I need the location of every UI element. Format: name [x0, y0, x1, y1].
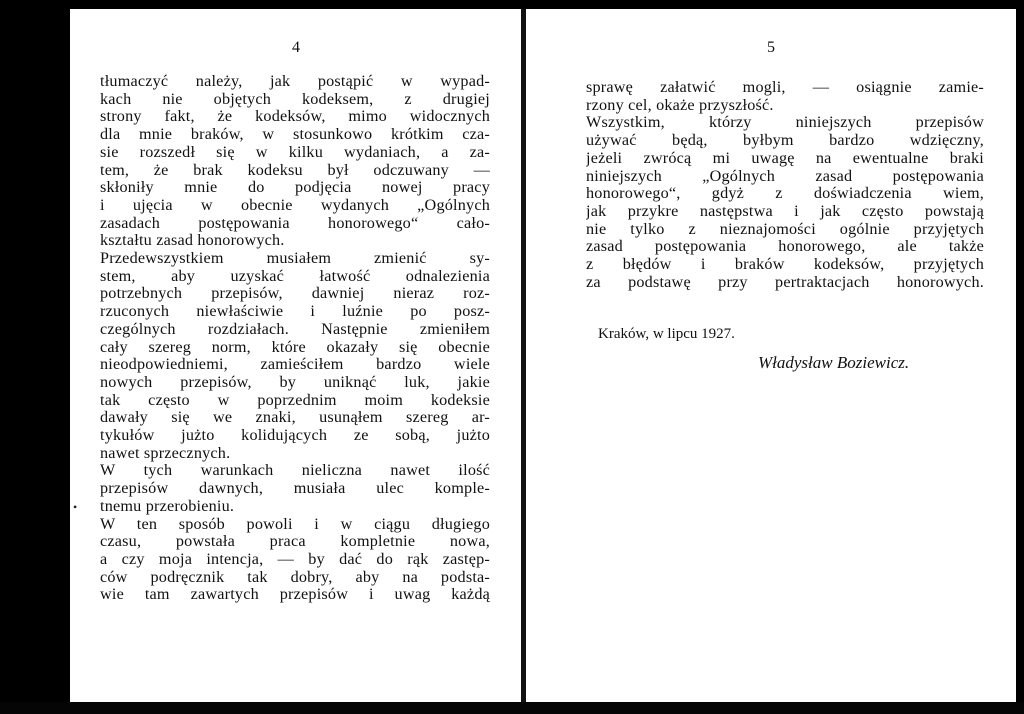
text-line: dla mnie braków, w stosunkowo krótkim cza- [100, 126, 490, 144]
text-line: nawet sprzecznych. [100, 444, 231, 462]
text-line: niniejszych „Ogólnych zasad postępowania [586, 167, 984, 185]
text-line: używać będą, byłbym bardzo wdzięczny, [586, 132, 984, 150]
page-number-left: 4 [292, 39, 300, 56]
text-line: W tych warunkach nieliczna nawet ilość [100, 462, 490, 480]
text-line: kach nie objętych kodeksem, z drugiej [100, 90, 490, 108]
text-line: tem, że brak kodeksu był odczuwany — [100, 161, 490, 179]
book-bottom-edge [0, 702, 1024, 714]
text-line: tak często w poprzednim moim kodeksie [100, 391, 490, 409]
text-line: honorowego“, gdyż z doświadczenia wiem, [586, 185, 984, 203]
text-line: a czy moja intencja, — by dać do rąk zastęp- [100, 550, 490, 568]
text-line: nieodpowiedniemi, zamieściłem bardzo wiele [100, 356, 490, 374]
text-line: nowych przepisów, by uniknąć luk, jakie [100, 373, 490, 391]
text-line: Przedewszystkiem musiałem zmienić sy- [100, 250, 490, 268]
text-line: jeżeli zwrócą mi uwagę na ewentualne braki [586, 149, 984, 167]
text-line: czególnych rozdziałach. Następnie zmieniłem [100, 320, 490, 338]
text-line: ców podręcznik tak dobry, aby na podsta- [100, 568, 490, 586]
text-line: czasu, powstała praca kompletnie nowa, [100, 533, 490, 551]
text-line: W ten sposób powoli i w ciągu długiego [100, 515, 490, 533]
text-line: z błędów i braków kodeksów, przyjętych [586, 256, 984, 274]
left-page [70, 9, 522, 703]
text-line: tykułów jużto kolidujących ze sobą, jużto [100, 427, 490, 445]
text-line: jak przykre następstwa i jak często powstają [586, 202, 984, 220]
text-line: kształtu zasad honorowych. [100, 232, 285, 250]
text-line: strony fakt, że kodeksów, mimo widocznych [100, 108, 490, 126]
left-page-text [100, 73, 490, 604]
text-line: tłumaczyć należy, jak postąpić w wypad- [100, 73, 490, 90]
text-line: za podstawę przy pertraktacjach honorowych. [586, 273, 984, 291]
author-signature: Władysław Boziewicz. [758, 353, 910, 372]
text-line: rzony cel, okaże przyszłość. [586, 96, 774, 114]
text-line: sie rozszedł się w kilku wydaniach, a za- [100, 143, 490, 161]
right-page-text [586, 79, 984, 291]
page-number-right: 5 [767, 39, 775, 56]
text-line: tnemu przerobieniu. [100, 497, 235, 515]
place-date: Kraków, w lipcu 1927. [598, 326, 735, 342]
text-line: sprawę załatwić mogli, — osiągnie zamie- [586, 79, 984, 96]
text-line: zasadach postępowania honorowego“ cało- [100, 214, 490, 232]
text-line: rzuconych niewłaściwie i luźnie po posz- [100, 303, 490, 321]
text-line: stem, aby uzyskać łatwość odnalezienia [100, 267, 490, 285]
text-line: cały szereg norm, które okazały się obecnie [100, 338, 490, 356]
text-line: nie tylko z nieznajomości ogólnie przyjętych [586, 220, 984, 238]
text-line: przepisów dawnych, musiała ulec komple- [100, 480, 490, 498]
text-line: wie tam zawartych przepisów i uwag każdą [100, 586, 490, 604]
text-line: i ujęcia w obecnie wydanych „Ogólnych [100, 196, 490, 214]
text-line: dawały się we znaki, usunąłem szereg ar- [100, 409, 490, 427]
text-line: zasad postępowania honorowego, ale także [586, 238, 984, 256]
text-line: Wszystkim, którzy niniejszych przepisów [586, 114, 984, 132]
margin-mark: • [73, 500, 78, 514]
right-page [526, 9, 1016, 703]
text-line: skłoniły mnie do podjęcia nowej pracy [100, 179, 490, 197]
text-line: potrzebnych przepisów, dawniej nieraz roz- [100, 285, 490, 303]
